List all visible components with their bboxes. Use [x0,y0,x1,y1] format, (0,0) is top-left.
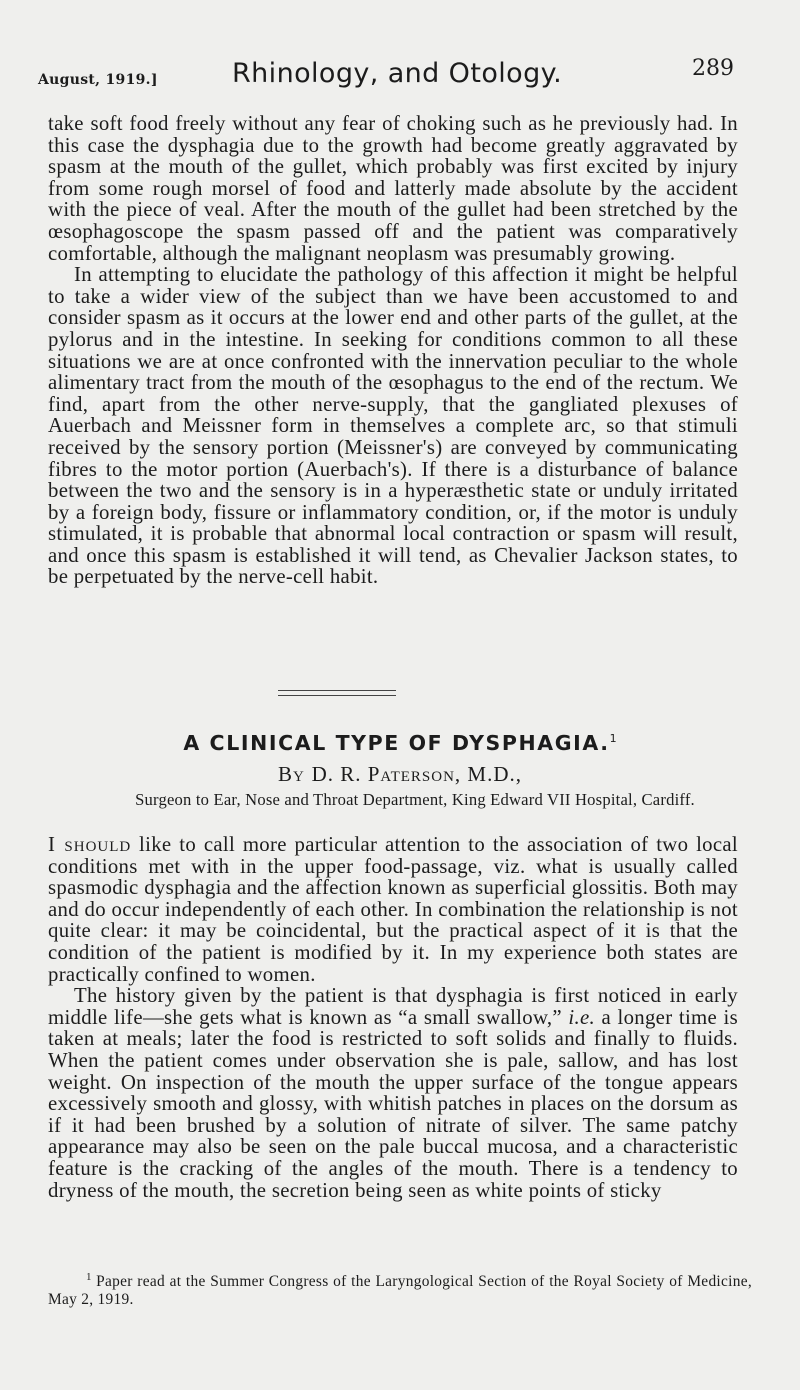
running-head [38,56,738,96]
footnote-mark: 1 [86,1271,92,1283]
continued-paragraph-1: take soft food freely without any fear of choking such as he previously had. In this case the dysphagia due to the growth had become greatly aggravated by spasm at the mouth of the gullet, which probably was first excited by injury from some rough morsel of food and latterly made absolute by the accident with the piece of veal. After the mouth of the gullet had been stretched by the œsophagoscope the spasm passed off and the patient was comparatively comfortable, although the malignant neoplasm was presumably growing. [48,112,738,265]
page-number: 289 [692,56,734,81]
article-paragraph-2 [48,985,738,1201]
footnote [48,1268,752,1309]
continued-text [48,113,738,588]
drop-word: I should [48,833,132,856]
ie-abbreviation: i.e. [568,1005,596,1029]
paragraph-2-text-a: The history given by the patient is that dysphagia is first noticed in early middle life—she gets what is known as “a small swallow,” [48,984,738,1029]
article-byline [0,762,800,787]
paragraph-2-text-b: a longer time is taken at meals; later the food is restricted to soft solids and finally to fluids. When the patient comes under observation she is pale, sallow, and has lost weight. On inspection of the mouth the upper surface of the tongue appears excessively smooth and glossy, with whitish patches in places on the dorsum as if it had been brushed by a solution of nitrate of silver. The same patchy appearance may also be seen on the pale buccal mucosa, and a characteristic feature is the cracking of the angles of the mouth. There is a tendency to dryness of the mouth, the secretion being seen as white points of sticky [48,1005,738,1202]
article-body [48,834,738,1201]
article-paragraph-1 [48,834,738,985]
journal-section-title: Rhinology, and Otology. [232,58,563,89]
section-divider [278,690,396,696]
article-title [0,731,800,755]
issue-date: August, 1919.] [38,72,158,88]
author-name: D. R. Paterson, M.D., [311,762,523,786]
author-affiliation: Surgeon to Ear, Nose and Throat Department, King Edward VII Hospital, Cardiff. [135,790,695,809]
continued-paragraph-2: In attempting to elucidate the pathology of this affection it might be helpful to take a wider view of the subject than we have been accustomed to and consider spasm as it occurs at the lower end and other parts of the gullet, at the pylorus and in the intestine. In seeking for conditions common to all these situations we are at once confronted with the innervation peculiar to the whole alimentary tract from the mouth of the œsophagus to the end of the rectum. We find, apart from the other nerve-supply, that the gangliated plexuses of Auerbach and Meissner form in themselves a complete arc, so that stimuli received by the sensory portion (Meissner's) are conveyed by communicating fibres to the motor portion (Auerbach's). If there is a disturbance of balance between the two and the sensory is in a hyperæsthetic state or unduly irritated by a foreign body, fissure or inflammatory condition, or, if the motor is unduly stimulated, it is probable that abnormal local contraction or spasm will result, and once this spasm is established it will tend, as Chevalier Jackson states, to be perpetuated by the nerve-cell habit. [48,263,738,589]
paragraph-1-text: like to call more particular attention to the association of two local conditions met with in the upper food-passage, viz. what is usually called spasmodic dysphagia and the affection known as superficial glossitis. Both may and do occur independently of each other. In combination the relationship is not quite clear: it may be coincidental, but the practical aspect of it is that the condition of the patient is modified by it. In my experience both states are practically confined to women. [48,833,738,986]
footnote-text: Paper read at the Summer Congress of the Laryngological Section of the Royal Society of Medicine, May 2, 1919. [48,1273,752,1309]
article-title-text: A CLINICAL TYPE OF DYSPHAGIA. [183,731,610,755]
title-footnote-mark: 1 [609,732,617,746]
byline-prefix: By [277,762,305,786]
